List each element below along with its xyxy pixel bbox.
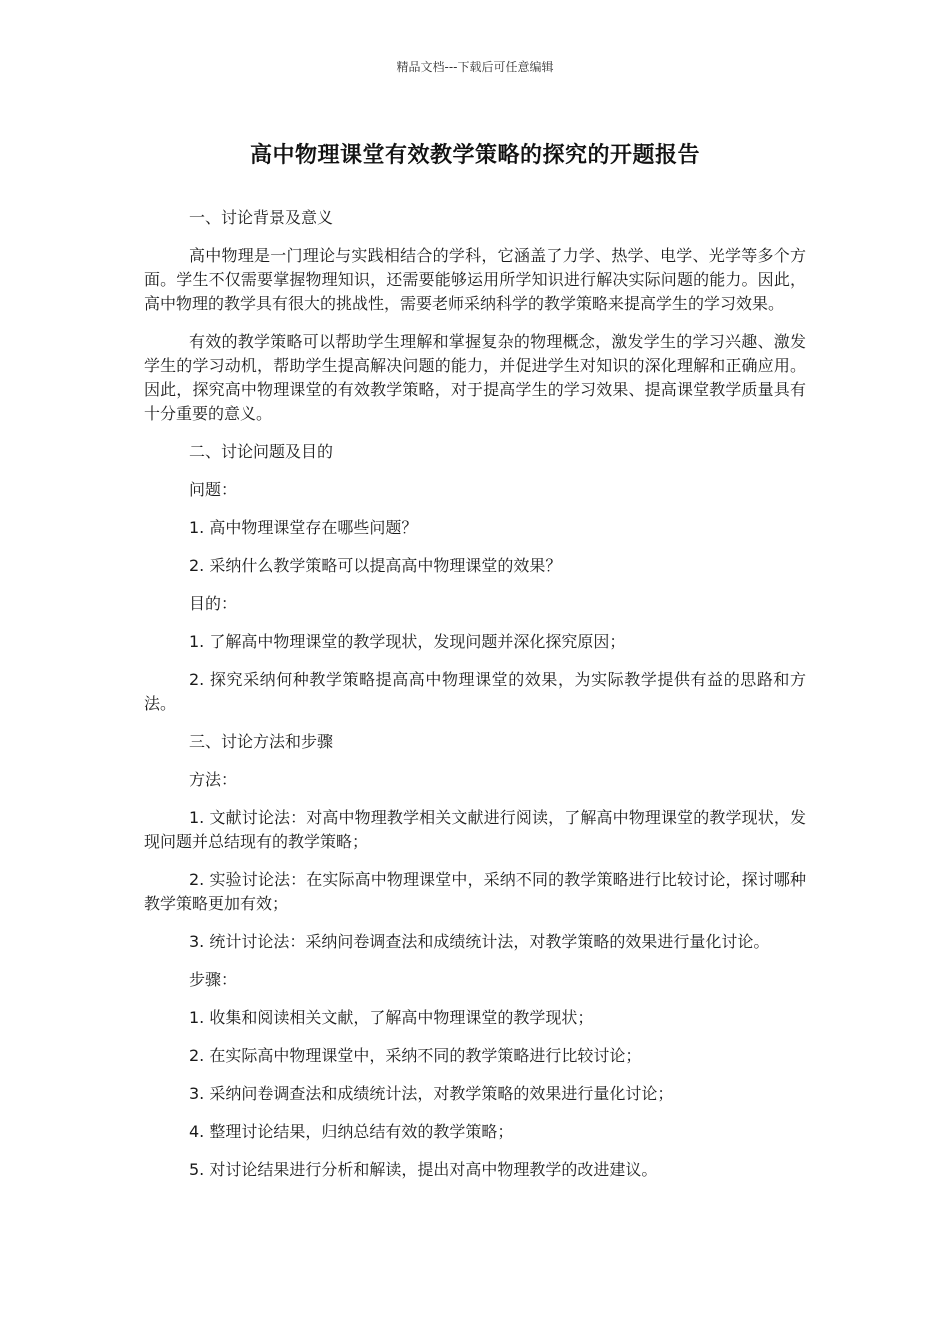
header-note: 精品文档---下载后可任意编辑 <box>396 60 554 74</box>
section-heading-methods: 三、讨论方法和步骤 <box>189 732 334 751</box>
paragraph-background-1: 高中物理是一门理论与实践相结合的学科，它涵盖了力学、热学、电学、光学等多个方面。学生不仅需要掌握物理知识，还需要能够运用所学知识进行解决实际问题的能力。因此，高中物理的教学具有很大的挑战性，需要老师采纳科学的教学策略来提高学生的学习效果。 <box>144 246 806 313</box>
method-item-3: 3. 统计讨论法：采纳问卷调查法和成绩统计法，对教学策略的效果进行量化讨论。 <box>189 932 770 951</box>
paragraph-background-2: 有效的教学策略可以帮助学生理解和掌握复杂的物理概念，激发学生的学习兴趣、激发学生的学习动机，帮助学生提高解决问题的能力，并促进学生对知识的深化理解和正确应用。因此，探究高中物理课堂的有效教学策略，对于提高学生的学习效果、提高课堂教学质量具有十分重要的意义。 <box>144 332 806 423</box>
step-item-5: 5. 对讨论结果进行分析和解读，提出对高中物理教学的改进建议。 <box>189 1160 658 1179</box>
label-questions: 问题： <box>189 480 238 499</box>
step-item-1: 1. 收集和阅读相关文献，了解高中物理课堂的教学现状； <box>189 1008 594 1027</box>
purpose-item-2: 2. 探究采纳何种教学策略提高高中物理课堂的效果，为实际教学提供有益的思路和方法。 <box>144 670 806 713</box>
question-item-1: 1. 高中物理课堂存在哪些问题？ <box>189 518 418 537</box>
method-item-2: 2. 实验讨论法：在实际高中物理课堂中，采纳不同的教学策略进行比较讨论，探讨哪种教学策略更加有效； <box>144 870 806 913</box>
question-item-2: 2. 采纳什么教学策略可以提高高中物理课堂的效果？ <box>189 556 562 575</box>
label-purpose: 目的： <box>189 594 238 613</box>
section-heading-background: 一、讨论背景及意义 <box>189 208 334 227</box>
label-steps: 步骤： <box>189 970 238 989</box>
label-methods: 方法： <box>189 770 238 789</box>
method-item-1: 1. 文献讨论法：对高中物理教学相关文献进行阅读，了解高中物理课堂的教学现状，发现问题并总结现有的教学策略； <box>144 808 806 851</box>
section-heading-questions: 二、讨论问题及目的 <box>189 442 334 461</box>
document-title: 高中物理课堂有效教学策略的探究的开题报告 <box>249 143 700 168</box>
step-item-2: 2. 在实际高中物理课堂中，采纳不同的教学策略进行比较讨论； <box>189 1046 642 1065</box>
purpose-item-1: 1. 了解高中物理课堂的教学现状，发现问题并深化探究原因； <box>189 632 626 651</box>
step-item-3: 3. 采纳问卷调查法和成绩统计法，对教学策略的效果进行量化讨论； <box>189 1084 674 1103</box>
document-body <box>144 206 806 1196</box>
step-item-4: 4. 整理讨论结果，归纳总结有效的教学策略； <box>189 1122 514 1141</box>
